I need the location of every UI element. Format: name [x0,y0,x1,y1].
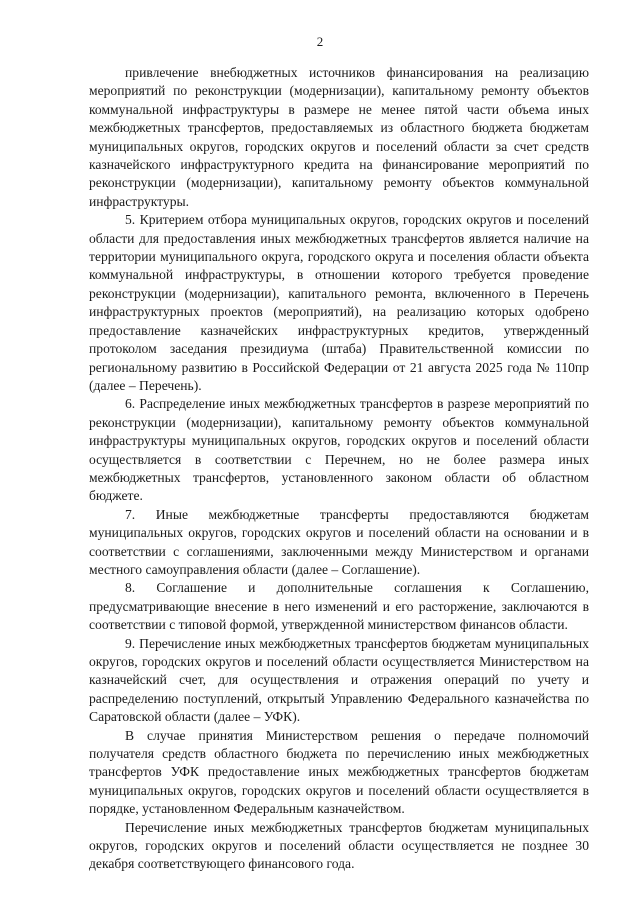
document-body [89,64,589,874]
paragraph-6-distribution: 6. Распределение иных межбюджетных трансфертов в разрезе мероприятий по реконструкции (модернизации), капитальному ремонту объектов коммунальной инфраструктуры муниципальных округов, городских округов и поселений области осуществляется в соответствии с Перечнем, но не более размера иных межбюджетных трансфертов, установленного законом области об областном бюджете. [89,396,589,504]
page-number: 2 [316,34,324,49]
paragraph-9-transfer: 9. Перечисление иных межбюджетных трансфертов бюджетам муниципальных округов, городских округов и поселений области осуществляется Министерством на казначейский счет, для осуществления и отражения операций по учету и распределению поступлений, открытый Управлению Федерального казначейства по Саратовской области (далее – УФК). [89,635,589,725]
paragraph-funding-sources: привлечение внебюджетных источников финансирования на реализацию мероприятий по реконструкции (модернизации), капитальному ремонту объектов коммунальной инфраструктуры в размере не менее пятой части объема иных межбюджетных трансфертов, предоставляемых из областного бюджета бюджетам муниципальных округов, городских округов и поселений области за счет средств казначейского инфраструктурного кредита на финансирование мероприятий по реконструкции (модернизации), капитальному ремонту объектов коммунальной инфраструктуры. [89,65,589,209]
paragraph-8-agreement: 8. Соглашение и дополнительные соглашения к Соглашению, предусматривающие внесение в него изменений и его расторжение, заключаются в соответствии с типовой формой, утвержденной министерством финансов области. [89,580,589,633]
paragraph-delegation-of-powers: В случае принятия Министерством решения о передаче полномочий получателя средств областного бюджета по перечислению иных межбюджетных трансфертов УФК предоставление иных межбюджетных трансфертов бюджетам муниципальных округов, городских округов и поселений области осуществляется в порядке, установленном Федеральным казначейством. [89,727,589,817]
paragraph-transfer-deadline: Перечисление иных межбюджетных трансфертов бюджетам муниципальных округов, городских округов и поселений области осуществляется не позднее 30 декабря соответствующего финансового года. [89,819,589,872]
paragraph-7-provision: 7. Иные межбюджетные трансферты предоставляются бюджетам муниципальных округов, городских округов и поселений области на основании и в соответствии с соглашениями, заключенными между Министерством и органами местного самоуправления области (далее – Соглашение). [89,506,589,577]
paragraph-5-selection-criterion: 5. Критерием отбора муниципальных округов, городских округов и поселений области для предоставления иных межбюджетных трансфертов является наличие на территории муниципального округа, городского округа и поселения области объекта коммунальной инфраструктуры, в отношении которого требуется проведение реконструкции (модернизации), капитального ремонта, включенного в Перечень инфраструктурных проектов (мероприятий), на реализацию которых одобрено предоставление казначейских инфраструктурных кредитов, утвержденный протоколом заседания президиума (штаба) Правительственной комиссии по региональному развитию в Российской Федерации от 21 августа 2025 года № 110пр (далее – Перечень). [89,212,589,393]
